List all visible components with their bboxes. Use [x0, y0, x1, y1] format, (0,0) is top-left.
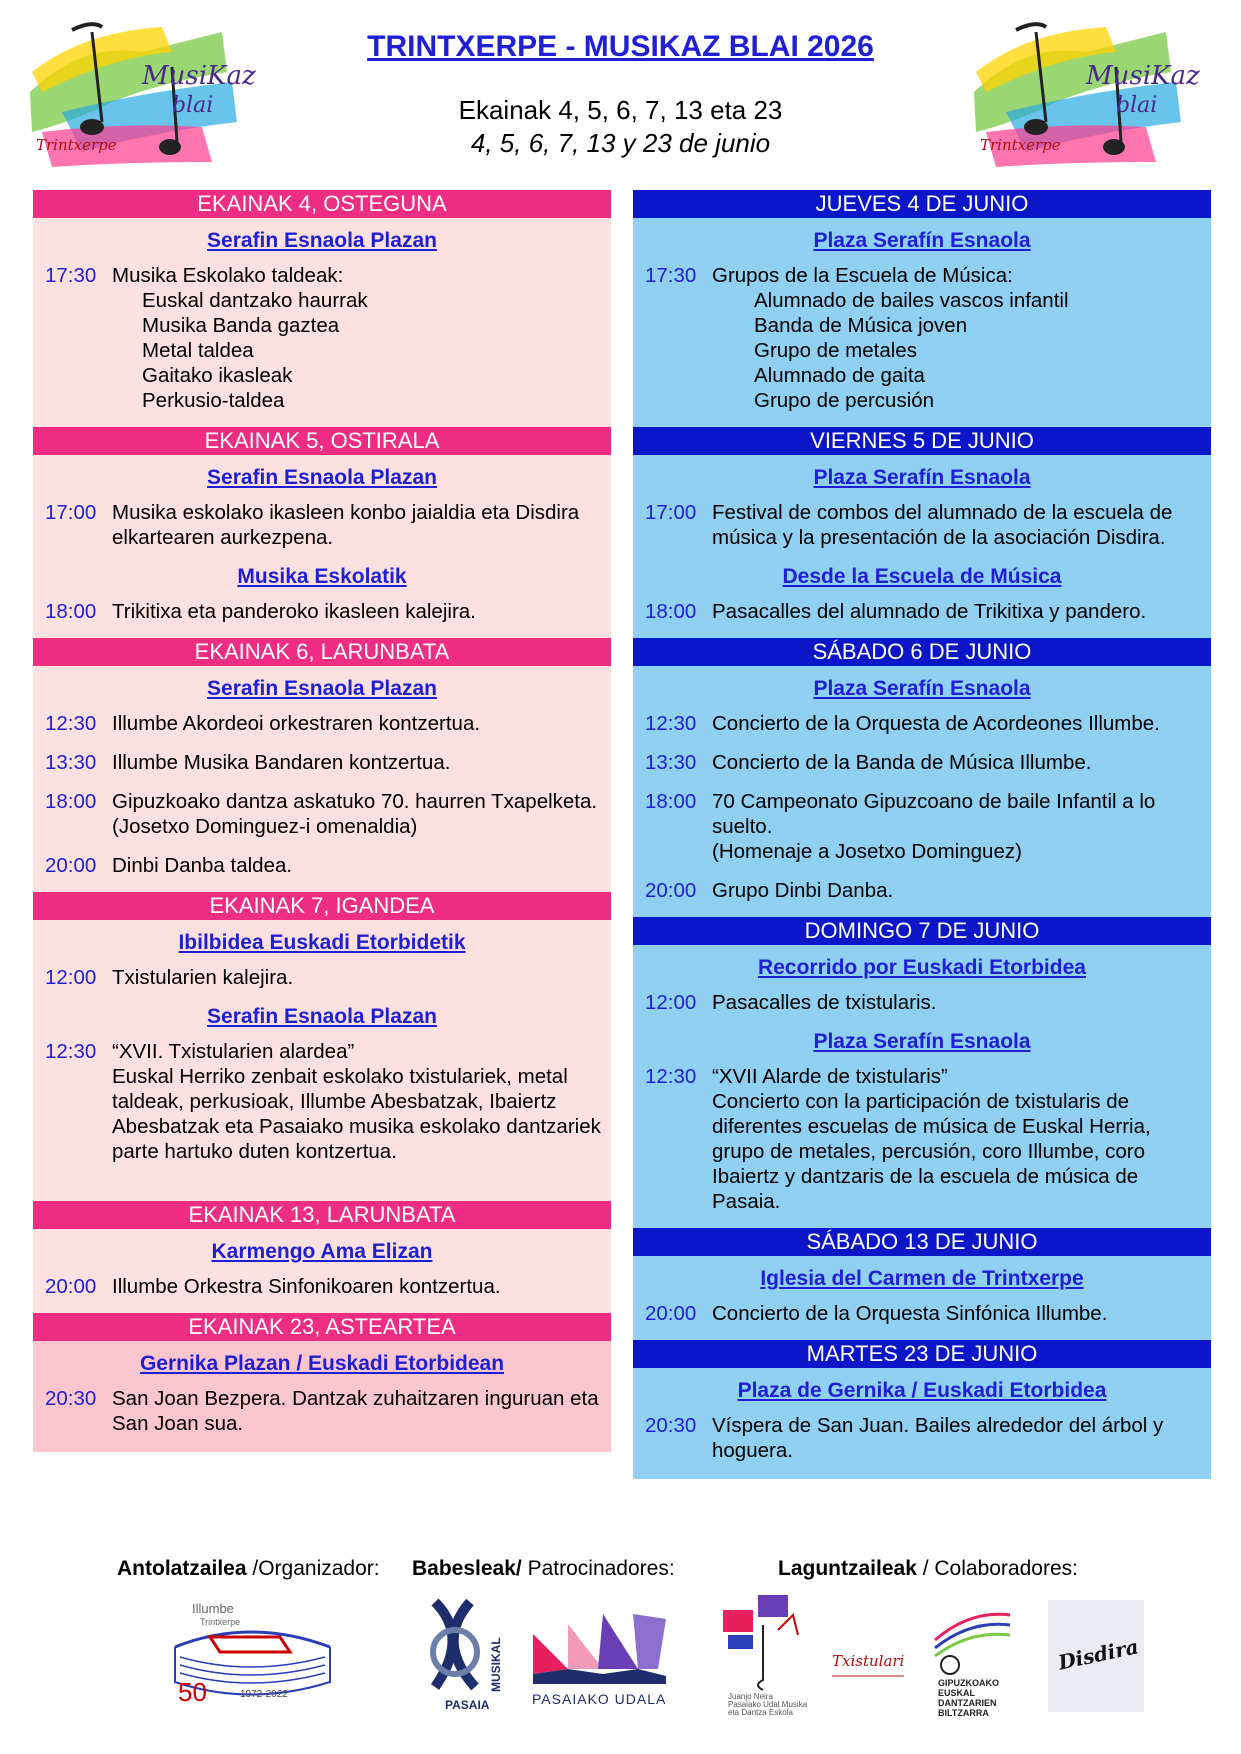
event-entry: [45, 711, 611, 736]
event-description: Grupos de la Escuela de Música:: [712, 264, 1013, 287]
event-description: Concierto de la Orquesta Sinfónica Illumbe.: [712, 1302, 1108, 1325]
day-block: [633, 917, 1211, 1214]
event-sub-item: Grupo de metales: [754, 339, 917, 362]
day-block: [33, 190, 611, 413]
venue-link[interactable]: Recorrido por Euskadi Etorbidea: [758, 956, 1086, 979]
svg-text:Pasaiako Udal Musika: Pasaiako Udal Musika: [728, 1700, 808, 1709]
schedule-column-es: [633, 190, 1211, 1479]
event-time: 20:00: [645, 879, 697, 902]
event-entry: [45, 1386, 611, 1436]
day-header: JUEVES 4 DE JUNIO: [633, 190, 1211, 218]
event-time: 20:00: [45, 854, 97, 877]
svg-text:BILTZARRA: BILTZARRA: [938, 1708, 989, 1718]
event-entry: [645, 990, 1211, 1015]
event-time: 17:30: [45, 264, 97, 287]
event-entry: [645, 1064, 1211, 1214]
event-entry: [645, 1413, 1211, 1463]
page-title[interactable]: TRINTXERPE - MUSIKAZ BLAI 2026: [367, 30, 874, 63]
svg-text:Illumbe: Illumbe: [192, 1601, 234, 1616]
day-header: EKAINAK 13, LARUNBATA: [33, 1201, 611, 1229]
logo-text-name: Trintxerpe: [36, 136, 117, 154]
event-entry: [645, 711, 1211, 736]
event-entry: [645, 789, 1211, 864]
venue-link[interactable]: Ibilbidea Euskadi Etorbidetik: [178, 931, 466, 954]
event-description: San Joan Bezpera. Dantzak zuhaitzaren inguruan eta San Joan sua.: [112, 1387, 599, 1435]
event-entry: [45, 750, 611, 775]
event-time: 17:00: [45, 501, 97, 524]
venue-link[interactable]: Plaza Serafín Esnaola: [813, 677, 1031, 700]
schedule-column-eu: [33, 190, 611, 1452]
event-sub-item: Alumnado de bailes vascos infantil: [754, 289, 1069, 312]
pasaia-musikal-logo: [430, 1597, 510, 1717]
svg-text:eta Dantza Eskola: eta Dantza Eskola: [728, 1708, 793, 1717]
day-block: [33, 1313, 611, 1452]
svg-text:MUSIKAL: MUSIKAL: [489, 1637, 503, 1692]
svg-text:PASAIAKO UDALA: PASAIAKO UDALA: [532, 1691, 667, 1707]
event-time: 12:30: [45, 712, 97, 735]
illumbe-logo: [160, 1597, 346, 1711]
venue-link[interactable]: Karmengo Ama Elizan: [211, 1240, 433, 1263]
event-entry: [45, 965, 611, 990]
day-header: EKAINAK 5, OSTIRALA: [33, 427, 611, 455]
day-header: EKAINAK 7, IGANDEA: [33, 892, 611, 920]
event-entry: [45, 853, 611, 878]
event-sub-item: Grupo de percusión: [754, 389, 935, 412]
svg-text:Disdira: Disdira: [1056, 1634, 1141, 1675]
day-block: [33, 427, 611, 624]
event-entry: [45, 263, 611, 413]
event-detail: Euskal Herriko zenbait eskolako txistulariek, metal taldeak, perkusioak, Illumbe Abesbatzak, Ibaiertz Abesbatzak eta Pasaiako musika eskolako dantzariek parte hartuko duten kontzertua.: [112, 1065, 601, 1163]
event-description: Concierto de la Orquesta de Acordeones Illumbe.: [712, 712, 1160, 735]
event-description: Pasacalles de txistularis.: [712, 991, 937, 1014]
day-header: MARTES 23 DE JUNIO: [633, 1340, 1211, 1368]
gipuzkoa-dantzarien-logo: [930, 1600, 1016, 1720]
venue-link[interactable]: Plaza de Gernika / Euskadi Etorbidea: [737, 1379, 1107, 1402]
svg-text:GIPUZKOAKO: GIPUZKOAKO: [938, 1678, 1000, 1688]
venue-link[interactable]: Plaza Serafín Esnaola: [813, 1030, 1031, 1053]
event-description: 70 Campeonato Gipuzcoano de baile Infantil a lo suelto.: [712, 790, 1156, 838]
event-description: Illumbe Musika Bandaren kontzertua.: [112, 751, 451, 774]
pasaiako-udala-logo: [528, 1614, 670, 1712]
day-block: [633, 190, 1211, 413]
svg-text:Trintxerpe: Trintxerpe: [200, 1617, 241, 1627]
event-entry: [45, 599, 611, 624]
event-description: Txistularien kalejira.: [112, 966, 294, 989]
event-description: “XVII Alarde de txistularis”: [712, 1065, 948, 1088]
event-time: 18:00: [45, 790, 97, 813]
event-time: 12:30: [645, 712, 697, 735]
event-detail: Concierto con la participación de txistularis de diferentes escuelas de música de Euskal Herria, grupo de metales, percusión, coro Illumbe, coro Ibaiertz y dantzaris de la escuela de música de Pasaia.: [712, 1090, 1151, 1213]
logo-text-bottom: blai: [172, 93, 214, 118]
day-header: SÁBADO 6 DE JUNIO: [633, 638, 1211, 666]
day-header: VIERNES 5 DE JUNIO: [633, 427, 1211, 455]
event-note: (Josetxo Dominguez-i omenaldia): [112, 815, 418, 838]
day-block: [633, 1228, 1211, 1326]
day-header: EKAINAK 4, OSTEGUNA: [33, 190, 611, 218]
event-description: Illumbe Orkestra Sinfonikoaren kontzertua.: [112, 1275, 501, 1298]
day-block: [33, 892, 611, 1201]
event-description: Concierto de la Banda de Música Illumbe.: [712, 751, 1092, 774]
event-time: 12:00: [645, 991, 697, 1014]
logo-text-name: Trintxerpe: [980, 136, 1061, 154]
event-sub-item: Musika Banda gaztea: [142, 314, 340, 337]
disdira-logo: [1048, 1600, 1144, 1712]
svg-text:PASAIA: PASAIA: [445, 1698, 490, 1712]
event-time: 17:30: [645, 264, 697, 287]
event-description: Trikitixa eta panderoko ikasleen kalejira.: [112, 600, 476, 623]
venue-link[interactable]: Plaza Serafín Esnaola: [813, 229, 1031, 252]
event-entry: [645, 750, 1211, 775]
logo-text-top: MusiKaz: [142, 61, 256, 91]
event-entry: [45, 789, 611, 839]
svg-text:Txistulari: Txistulari: [832, 1652, 905, 1670]
event-entry: [645, 599, 1211, 624]
venue-link[interactable]: Serafin Esnaola Plazan: [207, 466, 437, 489]
event-time: 12:30: [45, 1040, 97, 1063]
event-time: 20:00: [45, 1275, 97, 1298]
day-block: [33, 1201, 611, 1299]
venue-link[interactable]: Gernika Plazan / Euskadi Etorbidean: [139, 1352, 505, 1375]
day-header: DOMINGO 7 DE JUNIO: [633, 917, 1211, 945]
event-entry: [45, 1274, 611, 1299]
event-description: Illumbe Akordeoi orkestraren kontzertua.: [112, 712, 481, 735]
day-block: [33, 638, 611, 878]
svg-text:1972-2022: 1972-2022: [240, 1689, 288, 1700]
svg-text:DANTZARIEN: DANTZARIEN: [938, 1698, 997, 1708]
svg-text:50: 50: [178, 1677, 207, 1707]
organizer-label: Antolatzailea /Organizador:: [117, 1557, 380, 1580]
event-sub-item: Metal taldea: [142, 339, 254, 362]
event-time: 12:00: [45, 966, 97, 989]
collaborators-label: Laguntzaileak / Colaboradores:: [778, 1557, 1078, 1580]
day-block: [633, 427, 1211, 624]
venue-link[interactable]: Musika Eskolatik: [237, 565, 407, 588]
event-entry: [645, 878, 1211, 903]
event-sub-item: Alumnado de gaita: [754, 364, 925, 387]
svg-text:Juanjo Neira: Juanjo Neira: [728, 1692, 773, 1701]
event-entry: [645, 500, 1211, 550]
venue-link[interactable]: Serafin Esnaola Plazan: [207, 1005, 437, 1028]
event-description: Pasacalles del alumnado de Trikitixa y pandero.: [712, 600, 1147, 623]
event-description: Grupo Dinbi Danba.: [712, 879, 894, 902]
event-time: 18:00: [645, 600, 697, 623]
event-sub-item: Euskal dantzako haurrak: [142, 289, 368, 312]
sponsors-label: Babesleak/ Patrocinadores:: [412, 1557, 675, 1580]
event-description: Festival de combos del alumnado de la escuela de música y la presentación de la asociación Disdira.: [712, 501, 1173, 549]
event-description: Musika Eskolako taldeak:: [112, 264, 344, 287]
event-sub-item: Gaitako ikasleak: [142, 364, 293, 387]
event-entry: [645, 1301, 1211, 1326]
event-description: Musika eskolako ikasleen konbo jaialdia eta Disdira elkartearen aurkezpena.: [112, 501, 580, 549]
day-header: EKAINAK 23, ASTEARTEA: [33, 1313, 611, 1341]
event-time: 12:30: [645, 1065, 697, 1088]
event-time: 13:30: [645, 751, 697, 774]
event-description: “XVII. Txistularien alardea”: [112, 1040, 355, 1063]
event-time: 20:30: [645, 1414, 697, 1437]
event-time: 18:00: [45, 600, 97, 623]
venue-link[interactable]: Serafin Esnaola Plazan: [207, 229, 437, 252]
event-time: 17:00: [645, 501, 697, 524]
day-block: [633, 638, 1211, 903]
event-time: 18:00: [645, 790, 697, 813]
event-entry: [645, 263, 1211, 413]
day-header: EKAINAK 6, LARUNBATA: [33, 638, 611, 666]
event-sub-item: Perkusio-taldea: [142, 389, 285, 412]
event-description: Dinbi Danba taldea.: [112, 854, 293, 877]
day-block: [633, 1340, 1211, 1479]
venue-link[interactable]: Plaza Serafín Esnaola: [813, 466, 1031, 489]
svg-text:EUSKAL: EUSKAL: [938, 1688, 976, 1698]
subtitle-es: 4, 5, 6, 7, 13 y 23 de junio: [470, 128, 771, 158]
venue-link[interactable]: Serafin Esnaola Plazan: [207, 677, 437, 700]
logo-text-bottom: blai: [1116, 93, 1158, 118]
event-description: Gipuzkoako dantza askatuko 70. haurren Txapelketa.: [112, 790, 598, 813]
logo-text-top: MusiKaz: [1086, 61, 1200, 91]
event-entry: [45, 1039, 611, 1164]
juanjo-neira-logo: [723, 1595, 813, 1715]
day-header: SÁBADO 13 DE JUNIO: [633, 1228, 1211, 1256]
event-note: (Homenaje a Josetxo Dominguez): [712, 840, 1022, 863]
event-time: 20:00: [645, 1302, 697, 1325]
event-sub-item: Banda de Música joven: [754, 314, 968, 337]
venue-link[interactable]: Desde la Escuela de Música: [782, 565, 1062, 588]
event-description: Víspera de San Juan. Bailes alrededor del árbol y hoguera.: [712, 1414, 1164, 1462]
event-entry: [45, 500, 611, 550]
event-time: 20:30: [45, 1387, 97, 1410]
txistulari-logo: [828, 1640, 908, 1690]
venue-link[interactable]: Iglesia del Carmen de Trintxerpe: [760, 1267, 1084, 1290]
event-time: 13:30: [45, 751, 97, 774]
subtitle-eu: Ekainak 4, 5, 6, 7, 13 eta 23: [458, 95, 783, 125]
